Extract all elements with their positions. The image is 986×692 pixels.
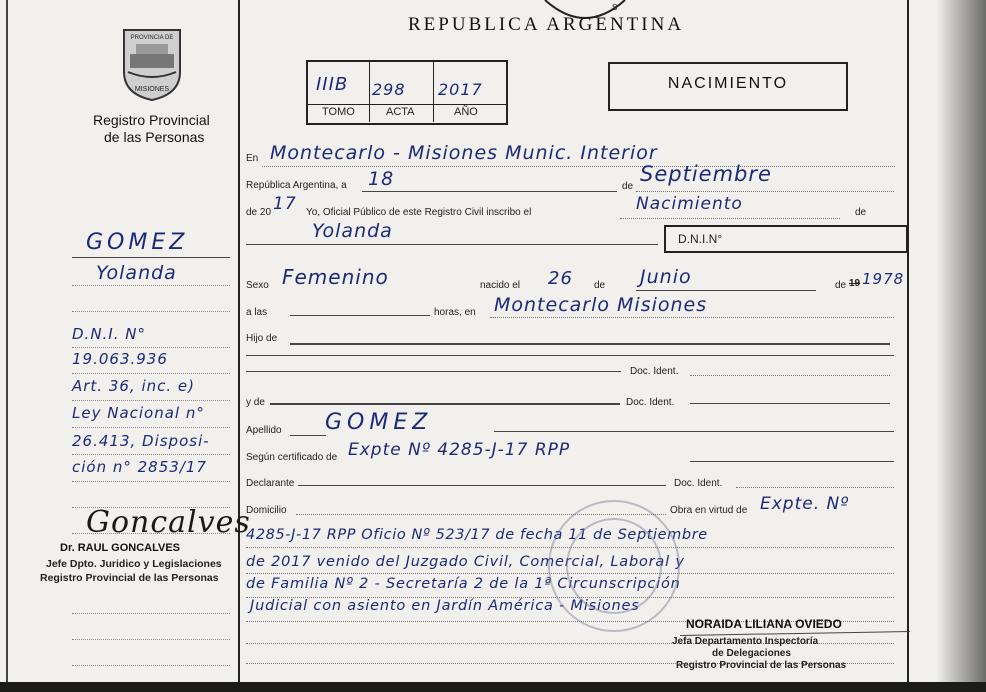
anio-value: 2017 — [438, 80, 483, 99]
officer-title-3: Registro Provincial de las Personas — [676, 660, 847, 671]
month-value: Septiembre — [640, 162, 772, 186]
label-hijo: Hijo de — [246, 333, 278, 344]
signatory-title-1: Jefe Dpto. Juridico y Legislaciones — [46, 558, 222, 570]
obra-line-4: Judicial con asiento en Jardín América - Misiones — [250, 598, 640, 614]
year-suffix-value: 17 — [273, 194, 297, 214]
label-de: de — [622, 181, 634, 192]
birth-year-struck: 19 — [849, 278, 861, 289]
label-yde: y de — [246, 397, 265, 408]
officer-title-2: de Delegaciones — [712, 648, 791, 659]
label-oficial: Yo, Oficial Público de este Registro Civil inscribo el — [306, 207, 532, 218]
label-docident-2: Doc. Ident. — [626, 397, 675, 408]
label-apellido: Apellido — [246, 425, 282, 436]
sex-value: Femenino — [282, 265, 389, 289]
registry-name-line1: Registro Provincial — [93, 112, 210, 128]
label-declarante: Declarante — [246, 478, 295, 489]
dni-label: D.N.I.N° — [678, 232, 723, 246]
left-note-2: 19.063.936 — [72, 350, 168, 368]
apellido-value: GOMEZ — [325, 410, 433, 435]
name-value: Yolanda — [312, 220, 393, 242]
registry-name-line2: de las Personas — [104, 129, 205, 145]
tomo-value: IIIB — [316, 74, 349, 95]
certificado-value: Expte Nº 4285-J-17 RPP — [348, 440, 571, 460]
day-value: 18 — [368, 168, 395, 190]
obra-line-2: de 2017 venido del Juzgado Civil, Comercial, Laboral y — [246, 554, 685, 570]
birth-place-value: Montecarlo Misiones — [494, 294, 708, 316]
province-emblem-icon — [118, 24, 186, 102]
signatory-name: Dr. RAUL GONCALVES — [60, 542, 180, 554]
birth-month-value: Junio — [640, 266, 692, 288]
label-de-end: de — [855, 207, 867, 218]
signature: Goncalves — [86, 505, 251, 540]
country-heading: REPUBLICA ARGENTINA — [408, 14, 685, 35]
obra-value: Expte. Nº — [760, 494, 850, 514]
left-note-4: Ley Nacional n° — [72, 404, 205, 422]
left-note-5: 26.413, Disposi- — [72, 432, 210, 450]
acta-value: 298 — [372, 80, 406, 99]
label-alas: a las — [246, 307, 268, 318]
label-horas: horas, en — [434, 307, 476, 318]
label-certificado: Según certificado de — [246, 452, 338, 463]
label-docident-1: Doc. Ident. — [630, 366, 679, 377]
label-de2: de — [594, 280, 606, 291]
label-obra: Obra en virtud de — [670, 505, 748, 516]
obra-line-1: 4285-J-17 RPP Oficio Nº 523/17 de fecha 11 de Septiembre — [246, 527, 708, 543]
svg-text:PROVINCIA DE: PROVINCIA DE — [130, 35, 174, 41]
left-note-1: D.N.I. N° — [72, 325, 146, 343]
tomo-label: TOMO — [322, 106, 355, 118]
officer-title-1: Jefa Departamento Inspectoría — [672, 636, 819, 647]
acta-label: ACTA — [386, 106, 415, 118]
label-de3: de — [835, 280, 847, 291]
label-sexo: Sexo — [246, 280, 269, 291]
label-de20: de 20 — [246, 207, 272, 218]
left-note-3: Art. 36, inc. e) — [72, 377, 196, 395]
label-docident-3: Doc. Ident. — [674, 478, 723, 489]
signatory-title-2: Registro Provincial de las Personas — [40, 572, 219, 584]
left-note-6: ción n° 2853/17 — [72, 458, 207, 476]
anio-label: AÑO — [454, 106, 478, 118]
birth-day-value: 26 — [548, 268, 573, 289]
left-surname: GOMEZ — [86, 230, 189, 255]
left-given-name: Yolanda — [96, 262, 177, 284]
document-type-title: NACIMIENTO — [667, 75, 789, 92]
birth-year-value: 1978 — [862, 270, 905, 288]
place-value: Montecarlo - Misiones Munic. Interior — [270, 142, 658, 164]
label-domicilio: Domicilio — [246, 505, 287, 516]
label-en: En — [246, 153, 259, 164]
svg-text:MISIONES: MISIONES — [134, 86, 170, 93]
svg-text:S: S — [612, 3, 618, 12]
act-type-value: Nacimiento — [636, 194, 743, 214]
label-nacido: nacido el — [480, 280, 521, 291]
obra-line-3: de Familia Nº 2 - Secretaría 2 de la 1ª Circunscripción — [246, 576, 681, 592]
label-republica: República Argentina, a — [246, 180, 347, 191]
officer-name: NORAIDA LILIANA OVIEDO — [686, 617, 842, 631]
